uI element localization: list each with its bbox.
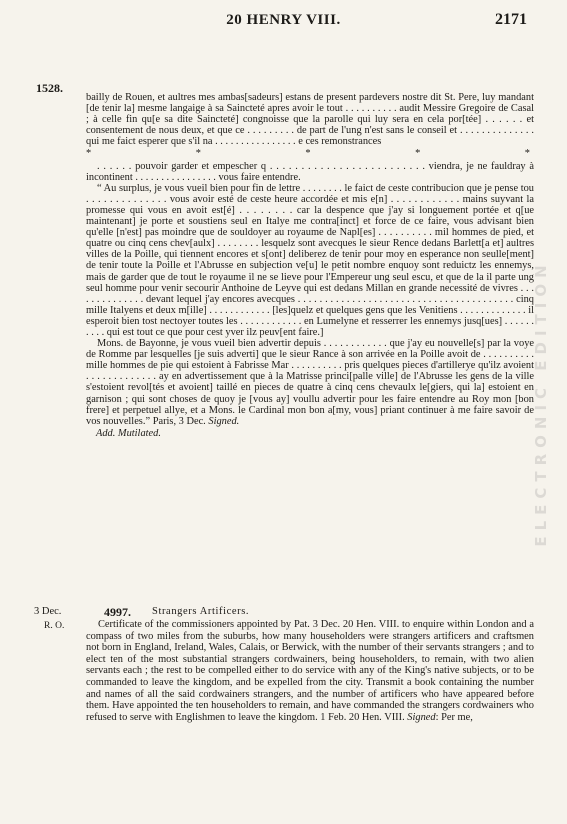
manuscript-note: Add. Mutilated. xyxy=(96,427,161,439)
star: * xyxy=(415,148,421,160)
letter-place-date: Paris, 3 Dec. xyxy=(152,415,206,427)
letter-paragraph-4 xyxy=(86,338,534,427)
page-number: 2171 xyxy=(495,11,527,28)
entry-paragraph xyxy=(86,619,534,723)
letter-text xyxy=(86,92,534,439)
entry-paragraph-text: Certificate of the commissioners appointed by Pat. 3 Dec. 20 Hen. VIII. to enquire within London and a compass of two miles from the suburbs, how many householders were strangers artificers and craftsmen not born in England, Ireland, Wales, Calais, or Berwick, with the number of their servants strangers ; and to elect ten of the most substantial strangers cordwainers, being householders, to remain, with two alien servants each ; the rest to be compelled either to do service with any of the King's native subjects, or to be commanded to leave the kingdom, and be expelled from the city. Transmit a book containing the number and names of all the said cordwainers strangers, and the number of artificers who have appeared before them. Have appointed the ten householders to remain, and have commanded the strangers cordwainers who refused to serve with Englishmen to leave the kingdom. 1 Feb. 20 Hen. VIII. xyxy=(86,619,534,723)
star: * xyxy=(524,148,530,160)
star: * xyxy=(195,148,201,160)
omission-stars xyxy=(86,148,534,159)
page-header xyxy=(0,10,567,36)
letter-paragraph-2: . . . . . . pouvoir garder et empescher q . . . . . . . . . . . . . . . . . . . . . . . . . viendra, je ne fauldray à incontinent . . . . . . . . . . . . . . . . vous faire entendre. xyxy=(86,160,534,183)
star: * xyxy=(305,148,311,160)
watermark-text: ELECTRONIC EDITION xyxy=(532,259,550,547)
running-title: 20 HENRY VIII. xyxy=(226,12,341,28)
entry-source: R. O. xyxy=(44,621,65,631)
entry-number: 4997. xyxy=(104,605,131,619)
entry-date: 3 Dec. xyxy=(34,606,62,617)
letter-paragraph-4-text: Mons. de Bayonne, je vous vueil bien advertir depuis . . . . . . . . . . . . que j'ay eu nouvelle[s] par la voye de Romme par lesquelles [je suis adverti] que le sieur Rance à son arrivée en la Poille avoit de . . . . . . . . . . mille hommes de pie qui estoient à Fabrisse Mar . . . . . . . . . . pris quelques pieces d'artillerye qu'ilz avoient . . . . . . . . . . . . . ay en advertissement que à la Matrisse princi[palle ville] de l'Abrusse les gens de la ville s'estoient revol[tés et avoient] taillé en pieces de quatre à cinq cens chevaulx le[giers, qui la] estoient en garnison ; qui sont choses de quoy je [vous ay] voullu advertir pour les faire entendre au Roy mon [bon frere] et perpetuel allye, et a Mons. le Cardinal mon bon a[my, vous] priant continuer à me faire savoir de vos nouvelles.” xyxy=(86,338,534,427)
entry-heading xyxy=(0,606,567,620)
entry-title: Strangers Artificers. xyxy=(152,606,250,617)
entry-signed-tail: : Per me, xyxy=(435,711,473,723)
entry-signed: Signed xyxy=(407,711,436,723)
letter-paragraph-3: “ Au surplus, je vous vueil bien pour fin de lettre . . . . . . . . le faict de ceste contribucion que je pense tou . . . . . . . . . . . . . . vous avoir esté de ceste heure accordée et mis e[n] . . . . . . . . . . . . mains suyvant la promesse qui vous en avoit est[é] . . . . . . . . car la despence que j'ay si longuement portée et q[ue maintenant] je porte et soustiens seul en Italye me contra[inct] et force de ce faire, vous advisant bien qu'elle [n'est] pas moindre que de souldoyer au royaume de Napl[es] . . . . . . . . . . mil hommes de pied, et quatre ou cinq cens chev[aulx] . . . . . . . . lesquelz sont avecques le sieur Rence dedans Barlett[a et] aultres villes de la Poille, qui tiennent encores et s[ont] deliberez de tenir pour moy en esperance non seulle[ment] de tenir toute la Poille et l'Abrusse en subjection ve[u] le petit nombre enquoy sont reduictz les ennemys, mais de garder que de tout le royaume il ne se lieve pour l'Empereur ung seul escu, et que de la il parte ung seul homme pour venir secourir Anthoine de Leyve qui est dedans Millan en grande necessité de vivres . . . . . . . . . . . . . . devant lequel j'ay encores avecques . . . . . . . . . . . . . . . . . . . . . . . . . . . . . . . . . . . . . . . . cinq mille Italyens et deux m[ille] . . . . . . . . . . . . [les]quelz et quelques gens que les Venitiens . . . . . . . . . . . . . il esperoit bien tost nectoyer toutes les . . . . . . . . . . . . en Lumelyne et resserrer les ennemys jusq[ues] . . . . . . . . . . qui est tout ce que pour cest yver ilz peuv[ent faire.] xyxy=(86,182,534,338)
entry-text xyxy=(86,619,534,723)
margin-year: 1528. xyxy=(36,81,63,95)
star: * xyxy=(86,148,92,160)
letter-signed: Signed. xyxy=(208,415,240,427)
letter-paragraph-1: bailly de Rouen, et aultres mes ambas[sadeurs] estans de present pardevers nostre dit St. Pere, luy mandant [de tenir la] mesme langaige à sa Saincteté apres avoir le tout . . . . . . . . . . audit Messire Gregoire de Casal ; à celle fin qu[e sa dite Saincteté] congnoisse que la parolle qui luy sera en cela por[tée] . . . . . . et consentement de nous deux, et que ce . . . . . . . . . de part de l'ung n'est sans le conseil et . . . . . . . . . . . . . . qui me faict esperer que s'il na . . . . . . . . . . . . . . . . e ces remonstrances xyxy=(86,92,534,148)
